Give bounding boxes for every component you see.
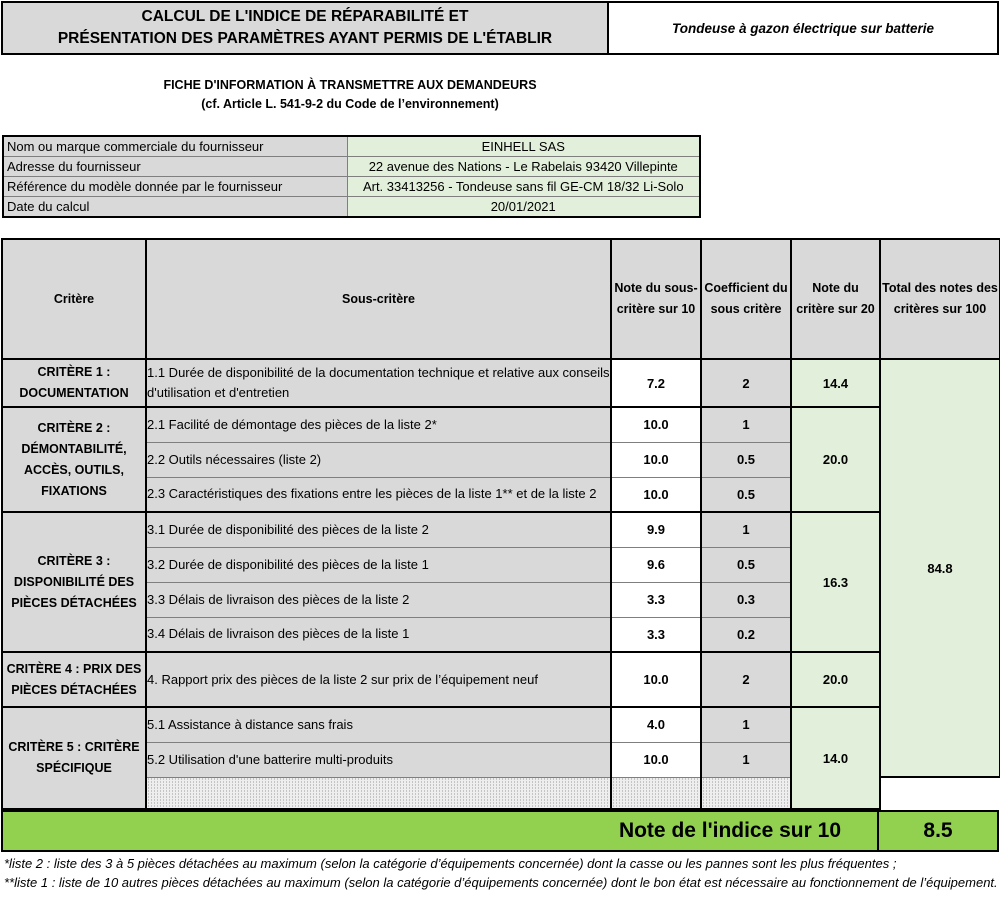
criterion-3-name: CRITÈRE 3 : DISPONIBILITÉ DES PIÈCES DÉTACHÉES (2, 512, 146, 652)
criterion-1-score: 14.4 (791, 359, 880, 407)
total-score: 84.8 (880, 359, 1000, 777)
info-label: Date du calcul (3, 197, 347, 217)
main-title-line-1: CALCUL DE L'INDICE DE RÉPARABILITÉ ET (141, 8, 469, 25)
subcriterion-label: 3.4 Délais de livraison des pièces de la liste 1 (146, 617, 611, 652)
subcriterion-label: 4. Rapport prix des pièces de la liste 2 sur prix de l’équipement neuf (146, 652, 611, 707)
criterion-3-score: 16.3 (791, 512, 880, 652)
subcriterion-label: 3.2 Durée de disponibilité des pièces de la liste 1 (146, 547, 611, 582)
subcriterion-note: 10.0 (611, 407, 701, 442)
footnote-liste-1: **liste 1 : liste de 10 autres pièces détachées au maximum (selon la catégorie d’équipements concernée) dont le bon état est nécessaire au fonctionnement de l’équipement. (4, 875, 998, 890)
col-header-note-critere: Note du critère sur 20 (791, 239, 880, 359)
subcriterion-note: 10.0 (611, 742, 701, 777)
criterion-5-name: CRITÈRE 5 : CRITÈRE SPÉCIFIQUE (2, 707, 146, 809)
info-value: 22 avenue des Nations - Le Rabelais 93420 Villepinte (347, 156, 700, 176)
empty-subcriterion-cell (146, 777, 611, 809)
subcriterion-note: 10.0 (611, 652, 701, 707)
subcriterion-coefficient: 1 (701, 707, 791, 742)
repairability-table (1, 238, 1000, 810)
subcriterion-label: 1.1 Durée de disponibilité de la documentation technique et relative aux conseils d'utilisation et d'entretien (146, 359, 611, 407)
final-score-label: Note de l'indice sur 10 (3, 812, 879, 850)
criterion-2-score: 20.0 (791, 407, 880, 512)
subcriterion-label: 2.1 Facilité de démontage des pièces de la liste 2* (146, 407, 611, 442)
subcriterion-coefficient: 2 (701, 359, 791, 407)
subcriterion-coefficient: 0.5 (701, 442, 791, 477)
info-row (3, 177, 700, 197)
subcriterion-note: 9.6 (611, 547, 701, 582)
supplier-info-table (2, 135, 701, 218)
final-score-value: 8.5 (923, 819, 953, 842)
subcriterion-label: 2.2 Outils nécessaires (liste 2) (146, 442, 611, 477)
col-header-sous-critere: Sous-critère (146, 239, 611, 359)
subcriterion-note: 10.0 (611, 442, 701, 477)
info-row (3, 156, 700, 176)
subtitle-line-1: FICHE D'INFORMATION À TRANSMETTRE AUX DEMANDEURS (163, 78, 537, 92)
subcriterion-coefficient: 0.3 (701, 582, 791, 617)
info-value: EINHELL SAS (347, 136, 700, 156)
subcriterion-note: 4.0 (611, 707, 701, 742)
info-value: 20/01/2021 (347, 197, 700, 217)
subcriterion-note: 9.9 (611, 512, 701, 547)
table-row (2, 512, 1000, 547)
subcriterion-coefficient: 1 (701, 742, 791, 777)
subcriterion-label: 3.3 Délais de livraison des pièces de la liste 2 (146, 582, 611, 617)
table-row (2, 407, 1000, 442)
info-label: Adresse du fournisseur (3, 156, 347, 176)
info-row (3, 136, 700, 156)
criterion-4-score: 20.0 (791, 652, 880, 707)
subcriterion-note: 10.0 (611, 477, 701, 512)
info-value: Art. 33413256 - Tondeuse sans fil GE-CM 18/32 Li-Solo (347, 177, 700, 197)
col-header-coefficient: Coefficient du sous critère (701, 239, 791, 359)
empty-note-cell (611, 777, 701, 809)
subcriterion-coefficient: 0.5 (701, 547, 791, 582)
subcriterion-note: 7.2 (611, 359, 701, 407)
criterion-1-name: CRITÈRE 1 : DOCUMENTATION (2, 359, 146, 407)
col-header-critere: Critère (2, 239, 146, 359)
col-header-total: Total des notes des critères sur 100 (880, 239, 1000, 359)
subcriterion-label: 5.2 Utilisation d'une batterire multi-produits (146, 742, 611, 777)
final-score-row (1, 810, 999, 852)
subtitle-line-2: (cf. Article L. 541-9-2 du Code de l’environnement) (201, 97, 499, 111)
subcriterion-note: 3.3 (611, 617, 701, 652)
criterion-4-name: CRITÈRE 4 : PRIX DES PIÈCES DÉTACHÉES (2, 652, 146, 707)
subcriterion-label: 5.1 Assistance à distance sans frais (146, 707, 611, 742)
table-row (2, 707, 1000, 742)
subcriterion-coefficient: 1 (701, 512, 791, 547)
main-title (1, 1, 609, 55)
footnotes (4, 854, 998, 892)
subcriterion-coefficient: 0.2 (701, 617, 791, 652)
criterion-5-score: 14.0 (791, 707, 880, 809)
subcriterion-note: 3.3 (611, 582, 701, 617)
info-row (3, 197, 700, 217)
subcriterion-coefficient: 0.5 (701, 477, 791, 512)
criterion-2-name: CRITÈRE 2 : DÉMONTABILITÉ, ACCÈS, OUTILS, FIXATIONS (2, 407, 146, 512)
table-row (2, 359, 1000, 407)
empty-coefficient-cell (701, 777, 791, 809)
info-label: Nom ou marque commerciale du fournisseur (3, 136, 347, 156)
table-row (2, 652, 1000, 707)
col-header-note-sous-critere: Note du sous-critère sur 10 (611, 239, 701, 359)
product-category: Tondeuse à gazon électrique sur batterie (609, 1, 999, 55)
main-title-line-2: PRÉSENTATION DES PARAMÈTRES AYANT PERMIS DE L'ÉTABLIR (57, 30, 553, 47)
footnote-liste-2: *liste 2 : liste des 3 à 5 pièces détachées au maximum (selon la catégorie d’équipements concernée) dont la casse ou les pannes sont les plus fréquentes ; (4, 856, 897, 871)
info-label: Référence du modèle donnée par le fournisseur (3, 177, 347, 197)
subcriterion-coefficient: 1 (701, 407, 791, 442)
header-row (2, 239, 1000, 359)
subcriterion-label: 3.1 Durée de disponibilité des pièces de la liste 2 (146, 512, 611, 547)
subtitle (0, 76, 700, 114)
subcriterion-label: 2.3 Caractéristiques des fixations entre les pièces de la liste 1** et de la liste 2 (146, 477, 611, 512)
subcriterion-coefficient: 2 (701, 652, 791, 707)
